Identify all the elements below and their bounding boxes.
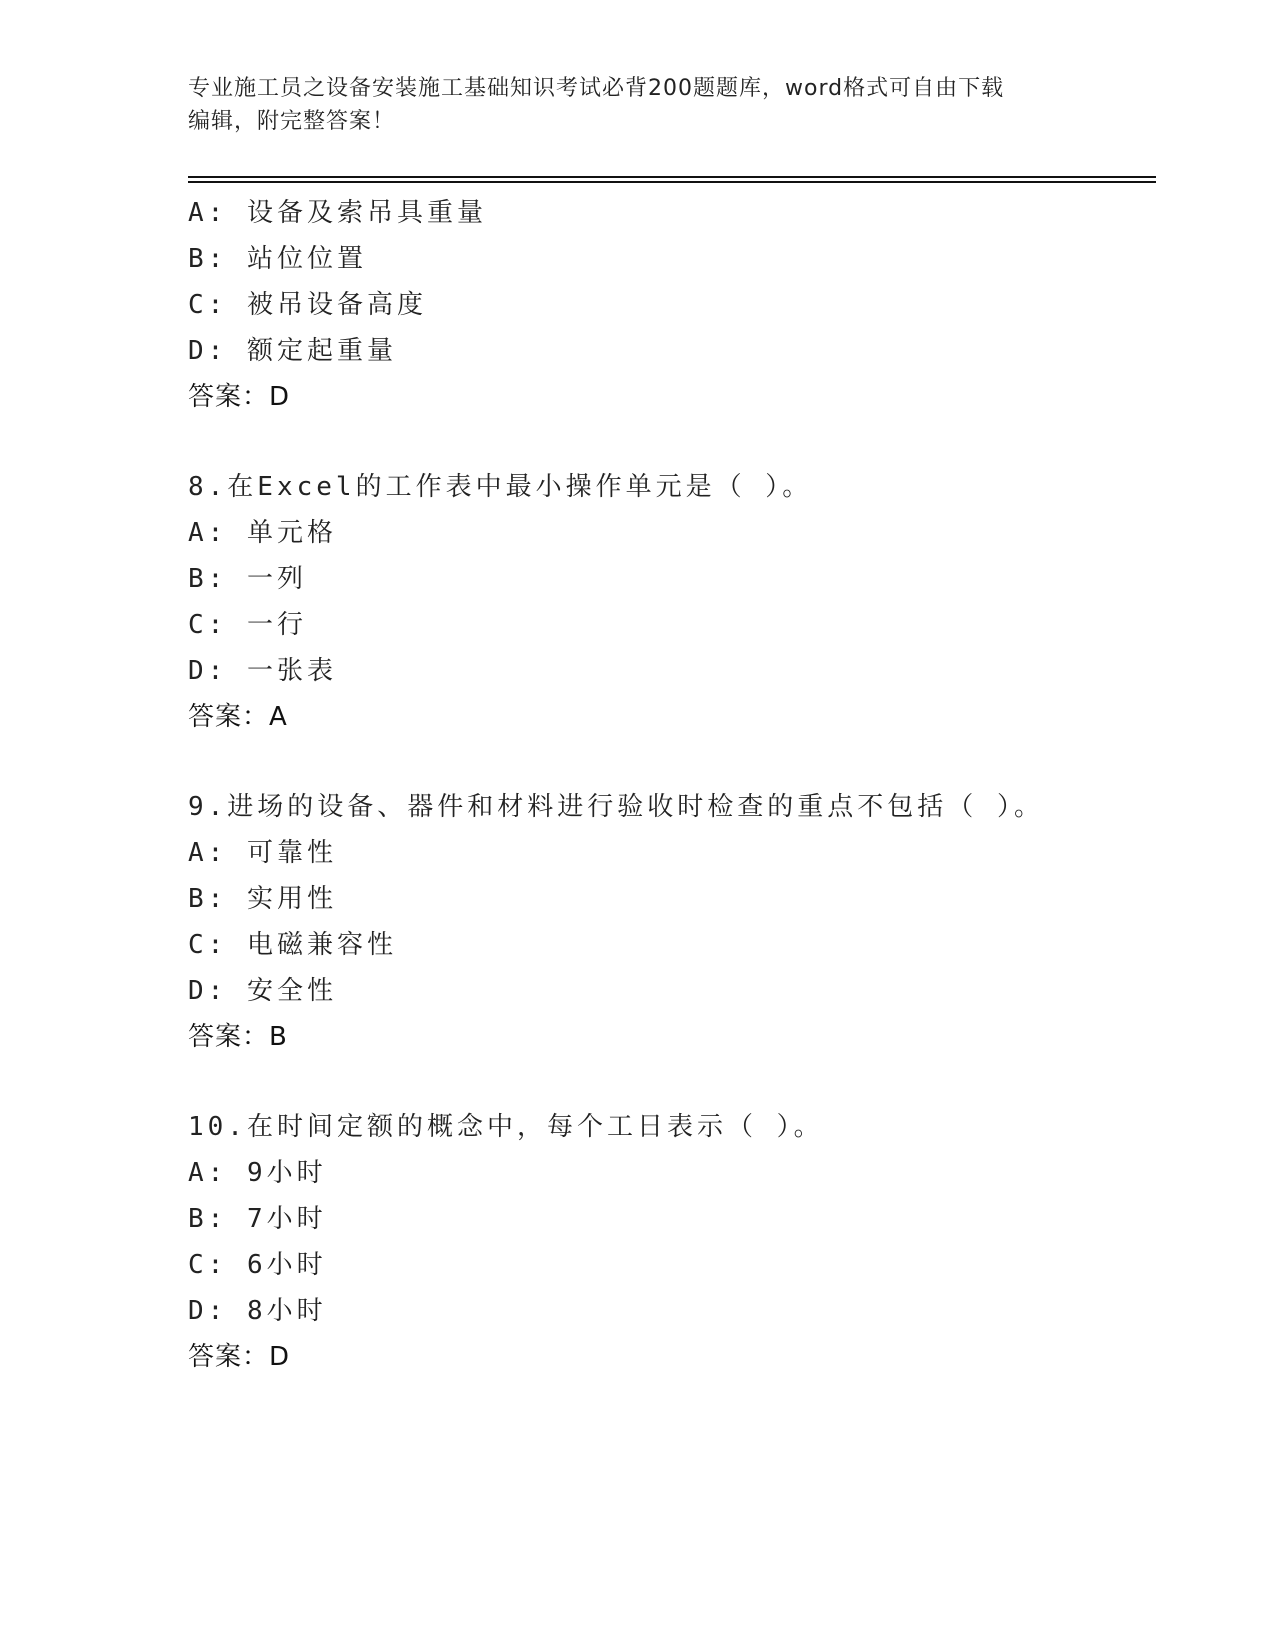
option-c: C: 一行 bbox=[188, 610, 307, 640]
option-d: D: 8小时 bbox=[188, 1296, 327, 1326]
option-b: B: 站位位置 bbox=[188, 244, 367, 274]
question-block-8 bbox=[188, 464, 1156, 740]
answer-line: 答案：D bbox=[188, 1342, 291, 1372]
spacer bbox=[188, 1060, 1156, 1104]
question-text: 8.在Excel的工作表中最小操作单元是（ ）。 bbox=[188, 472, 813, 502]
option-b: B: 一列 bbox=[188, 564, 307, 594]
question-text: 9.进场的设备、器件和材料进行验收时检查的重点不包括（ ）。 bbox=[188, 792, 1044, 822]
document-header bbox=[188, 72, 1068, 138]
question-block-9 bbox=[188, 784, 1156, 1060]
header-title-line-1: 专业施工员之设备安装施工基础知识考试必背200题题库，word格式可自由下载 bbox=[188, 76, 1005, 101]
answer-line: 答案：D bbox=[188, 382, 291, 412]
header-divider-bottom bbox=[188, 181, 1156, 183]
header-title-line-2: 编辑，附完整答案！ bbox=[188, 109, 396, 134]
question-block-7 bbox=[188, 190, 1156, 420]
answer-line: 答案：B bbox=[188, 1022, 288, 1052]
option-a: A: 9小时 bbox=[188, 1158, 327, 1188]
option-c: C: 电磁兼容性 bbox=[188, 930, 397, 960]
option-c: C: 被吊设备高度 bbox=[188, 290, 427, 320]
option-a: A: 可靠性 bbox=[188, 838, 337, 868]
option-b: B: 实用性 bbox=[188, 884, 337, 914]
option-a: A: 设备及索吊具重量 bbox=[188, 198, 487, 228]
spacer bbox=[188, 740, 1156, 784]
option-a: A: 单元格 bbox=[188, 518, 337, 548]
option-d: D: 一张表 bbox=[188, 656, 337, 686]
option-c: C: 6小时 bbox=[188, 1250, 327, 1280]
option-b: B: 7小时 bbox=[188, 1204, 327, 1234]
answer-line: 答案：A bbox=[188, 702, 288, 732]
spacer bbox=[188, 420, 1156, 464]
option-d: D: 安全性 bbox=[188, 976, 337, 1006]
question-block-10 bbox=[188, 1104, 1156, 1380]
question-text: 10.在时间定额的概念中，每个工日表示（ ）。 bbox=[188, 1112, 824, 1142]
question-list bbox=[188, 190, 1156, 1380]
option-d: D: 额定起重量 bbox=[188, 336, 397, 366]
header-divider-top bbox=[188, 176, 1156, 178]
